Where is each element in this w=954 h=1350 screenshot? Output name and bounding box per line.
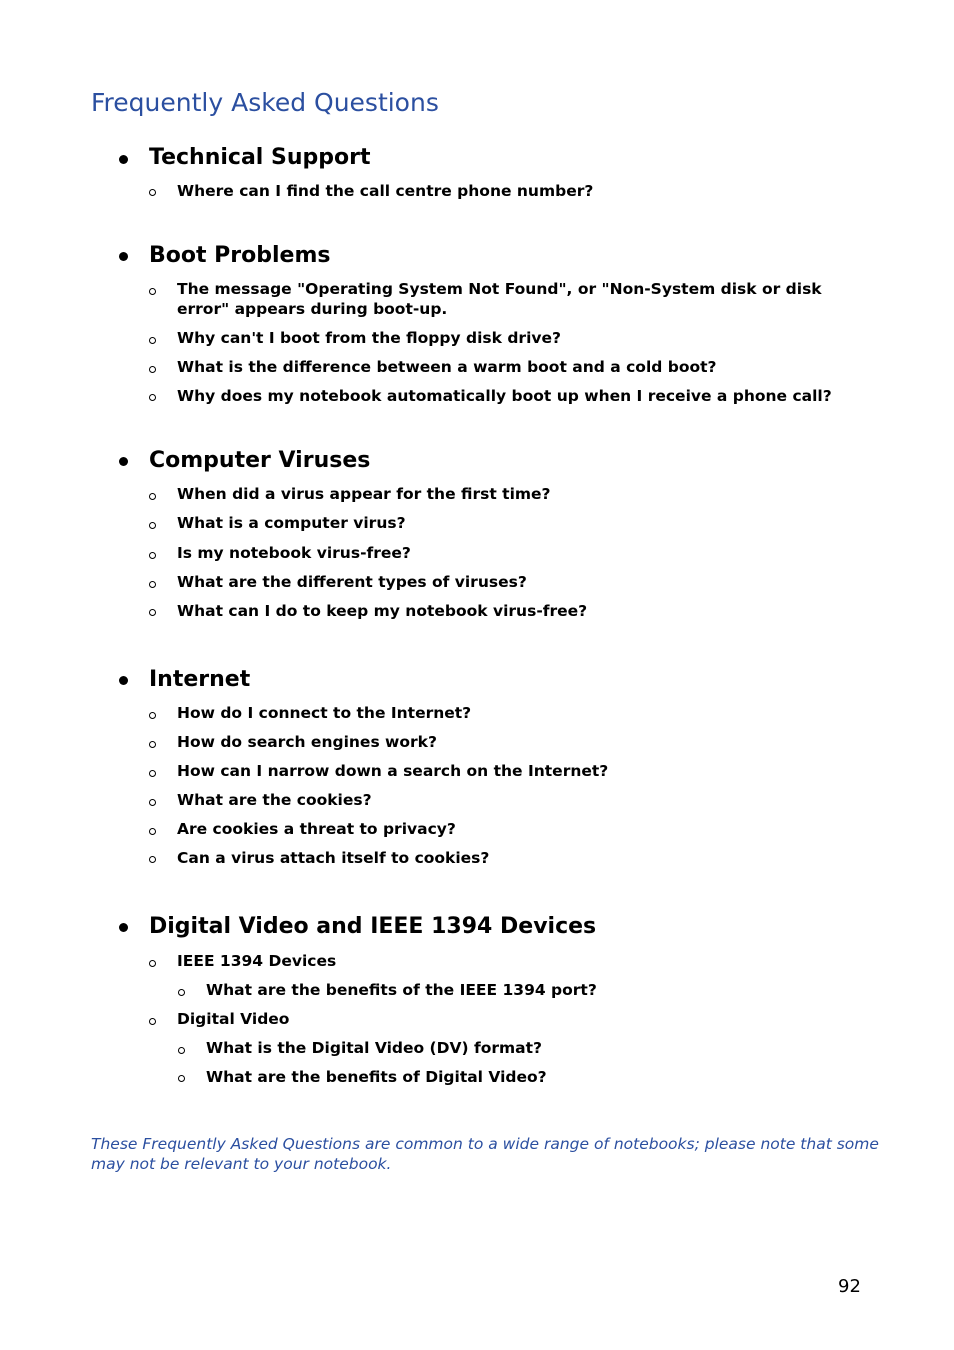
faq-question-link[interactable]: What is a computer virus? [177, 514, 406, 532]
circle-bullet-icon [149, 609, 156, 616]
circle-bullet-icon [149, 366, 156, 373]
bullet-icon [119, 676, 128, 685]
circle-bullet-icon [149, 552, 156, 559]
page-title: Frequently Asked Questions [91, 88, 439, 117]
faq-question-link[interactable]: Where can I find the call centre phone number? [177, 182, 594, 200]
circle-bullet-icon [149, 581, 156, 588]
faq-question-link[interactable]: How do search engines work? [177, 733, 437, 751]
section-heading: Internet [149, 667, 251, 692]
faq-question-link[interactable]: What are the benefits of Digital Video? [206, 1068, 547, 1086]
section-heading: Digital Video and IEEE 1394 Devices [149, 914, 597, 939]
faq-question-link[interactable]: What are the benefits of the IEEE 1394 port? [206, 981, 597, 999]
circle-bullet-icon [149, 522, 156, 529]
circle-bullet-icon [178, 989, 185, 996]
bullet-icon [119, 923, 128, 932]
faq-question-link[interactable]: Is my notebook virus-free? [177, 544, 411, 562]
circle-bullet-icon [149, 770, 156, 777]
faq-question-link[interactable]: What can I do to keep my notebook virus-free? [177, 602, 588, 620]
circle-bullet-icon [149, 493, 156, 500]
bullet-icon [119, 155, 128, 164]
section-heading: Technical Support [149, 145, 371, 170]
faq-question-link[interactable]: How can I narrow down a search on the Internet? [177, 762, 609, 780]
circle-bullet-icon [149, 394, 156, 401]
circle-bullet-icon [149, 960, 156, 967]
faq-question-link[interactable]: Why does my notebook automatically boot up when I receive a phone call? [177, 387, 832, 405]
circle-bullet-icon [149, 288, 156, 295]
faq-subsection-label[interactable]: Digital Video [177, 1010, 290, 1028]
faq-question-link[interactable]: The message "Operating System Not Found", or "Non-System disk or disk error" appears during boot-up. [177, 280, 822, 318]
disclaimer-note: These Frequently Asked Questions are common to a wide range of notebooks; please note that some may not be relevant to your notebook. [91, 1135, 879, 1173]
faq-question-link[interactable]: How do I connect to the Internet? [177, 704, 472, 722]
bullet-icon [119, 252, 128, 261]
faq-question-link[interactable]: When did a virus appear for the first time? [177, 485, 551, 503]
faq-question-link[interactable]: Why can't I boot from the floppy disk drive? [177, 329, 561, 347]
section-heading: Boot Problems [149, 243, 331, 268]
bullet-icon [119, 457, 128, 466]
section-heading: Computer Viruses [149, 448, 371, 473]
faq-question-link[interactable]: Can a virus attach itself to cookies? [177, 849, 490, 867]
circle-bullet-icon [178, 1047, 185, 1054]
circle-bullet-icon [149, 828, 156, 835]
faq-question-link[interactable]: What are the cookies? [177, 791, 372, 809]
circle-bullet-icon [149, 189, 156, 196]
circle-bullet-icon [149, 741, 156, 748]
faq-question-link[interactable]: Are cookies a threat to privacy? [177, 820, 456, 838]
circle-bullet-icon [149, 856, 156, 863]
page-number: 92 [838, 1276, 861, 1297]
circle-bullet-icon [149, 337, 156, 344]
circle-bullet-icon [178, 1075, 185, 1082]
circle-bullet-icon [149, 799, 156, 806]
faq-subsection-label[interactable]: IEEE 1394 Devices [177, 952, 337, 970]
faq-question-link[interactable]: What is the Digital Video (DV) format? [206, 1039, 543, 1057]
faq-question-link[interactable]: What is the difference between a warm boot and a cold boot? [177, 358, 717, 376]
circle-bullet-icon [149, 712, 156, 719]
faq-question-link[interactable]: What are the different types of viruses? [177, 573, 527, 591]
circle-bullet-icon [149, 1018, 156, 1025]
